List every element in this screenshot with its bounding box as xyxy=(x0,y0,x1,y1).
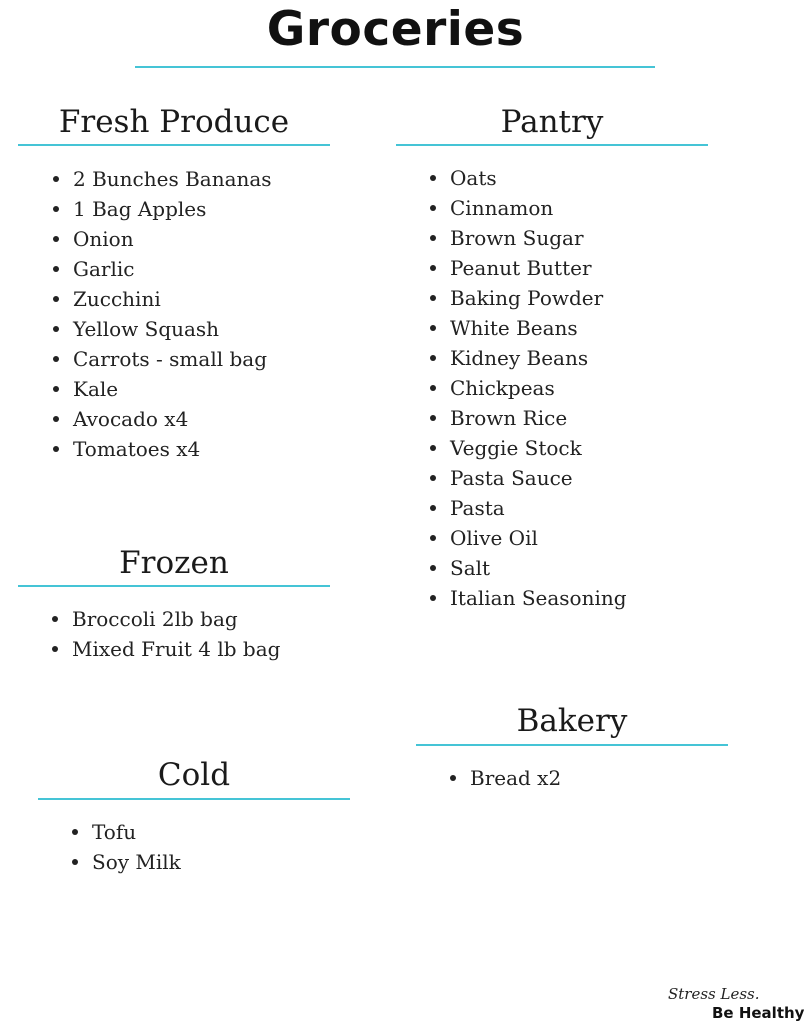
list-item: Carrots - small bag xyxy=(52,344,272,374)
list-item: Mixed Fruit 4 lb bag xyxy=(51,634,280,664)
section-underline-bakery xyxy=(416,744,728,746)
list-item: Avocado x4 xyxy=(52,404,272,434)
list-frozen xyxy=(51,604,280,664)
section-heading-pantry: Pantry xyxy=(500,104,604,140)
list-item: Brown Rice xyxy=(429,403,627,433)
list-item: Garlic xyxy=(52,254,272,284)
footer-tagline-line1: Stress Less. xyxy=(668,985,760,1003)
section-underline-cold xyxy=(38,798,350,800)
list-item: Brown Sugar xyxy=(429,223,627,253)
section-underline-frozen xyxy=(18,585,330,587)
section-heading-bakery: Bakery xyxy=(516,703,628,739)
list-item: Broccoli 2lb bag xyxy=(51,604,280,634)
list-item: Peanut Butter xyxy=(429,253,627,283)
list-item: Kidney Beans xyxy=(429,343,627,373)
list-item: Pasta xyxy=(429,493,627,523)
footer-tagline-line2: Be Healthy xyxy=(712,1004,804,1022)
list-item: 2 Bunches Bananas xyxy=(52,164,272,194)
section-underline-fresh-produce xyxy=(18,144,330,146)
list-item: White Beans xyxy=(429,313,627,343)
list-item: Italian Seasoning xyxy=(429,583,627,613)
list-item: 1 Bag Apples xyxy=(52,194,272,224)
list-item: Baking Powder xyxy=(429,283,627,313)
list-item: Onion xyxy=(52,224,272,254)
list-item: Cinnamon xyxy=(429,193,627,223)
list-item: Bread x2 xyxy=(449,763,561,793)
list-item: Yellow Squash xyxy=(52,314,272,344)
list-fresh-produce xyxy=(52,164,272,464)
list-item: Salt xyxy=(429,553,627,583)
list-item: Chickpeas xyxy=(429,373,627,403)
list-item: Oats xyxy=(429,163,627,193)
page-title: Groceries xyxy=(266,2,525,57)
list-cold xyxy=(71,817,181,877)
section-underline-pantry xyxy=(396,144,708,146)
section-heading-fresh-produce: Fresh Produce xyxy=(58,104,290,140)
list-bakery xyxy=(449,763,561,793)
title-underline xyxy=(135,66,655,68)
list-item: Tofu xyxy=(71,817,181,847)
section-heading-frozen: Frozen xyxy=(119,545,229,581)
list-item: Olive Oil xyxy=(429,523,627,553)
section-heading-cold: Cold xyxy=(157,757,231,793)
list-pantry xyxy=(429,163,627,613)
list-item: Pasta Sauce xyxy=(429,463,627,493)
list-item: Veggie Stock xyxy=(429,433,627,463)
list-item: Zucchini xyxy=(52,284,272,314)
list-item: Kale xyxy=(52,374,272,404)
list-item: Soy Milk xyxy=(71,847,181,877)
list-item: Tomatoes x4 xyxy=(52,434,272,464)
